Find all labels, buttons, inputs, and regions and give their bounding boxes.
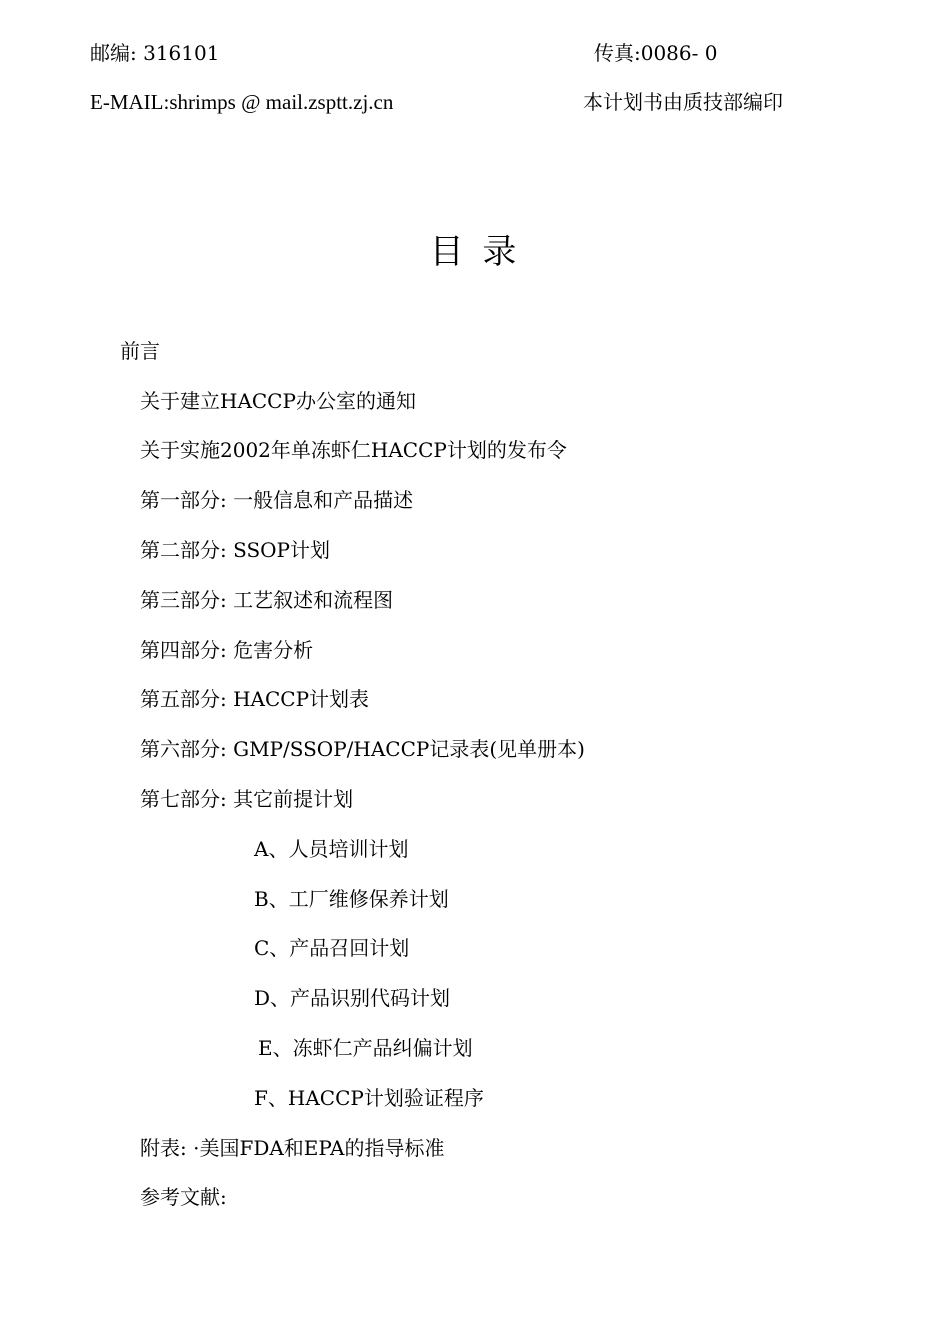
toc-item: 第三部分: 工艺叙述和流程图: [140, 588, 394, 612]
fax: 传真:0086- 0: [594, 41, 718, 65]
page-title: 目 录: [429, 232, 521, 272]
toc-subitem: E、冻虾仁产品纠偏计划: [258, 1036, 473, 1060]
toc-subitem: B、工厂维修保养计划: [254, 887, 449, 911]
toc-subitem: C、产品召回计划: [254, 936, 410, 960]
toc-item: 第六部分: GMP/SSOP/HACCP记录表(见单册本): [140, 737, 585, 761]
postcode: 邮编: 316101: [90, 41, 220, 65]
email: E-MAIL:shrimps @ mail.zsptt.zj.cn: [90, 90, 394, 114]
toc-item: 第七部分: 其它前提计划: [140, 787, 354, 811]
toc-item: 第四部分: 危害分析: [140, 638, 314, 662]
toc-subitem: D、产品识别代码计划: [254, 986, 451, 1010]
toc-item: 关于实施2002年单冻虾仁HACCP计划的发布令: [140, 438, 567, 462]
toc-item: 第一部分: 一般信息和产品描述: [140, 488, 414, 512]
toc-subitem: A、人员培训计划: [254, 837, 409, 861]
toc-subitem: F、HACCP计划验证程序: [254, 1086, 484, 1110]
toc-item: 参考文献:: [140, 1185, 227, 1209]
toc-item: 前言: [120, 339, 160, 363]
toc-item: 附表: ·美国FDA和EPA的指导标准: [140, 1136, 445, 1160]
printed-by: 本计划书由质技部编印: [583, 90, 783, 114]
toc-item: 关于建立HACCP办公室的通知: [140, 389, 416, 413]
toc-item: 第五部分: HACCP计划表: [140, 687, 370, 711]
toc-item: 第二部分: SSOP计划: [140, 538, 330, 562]
